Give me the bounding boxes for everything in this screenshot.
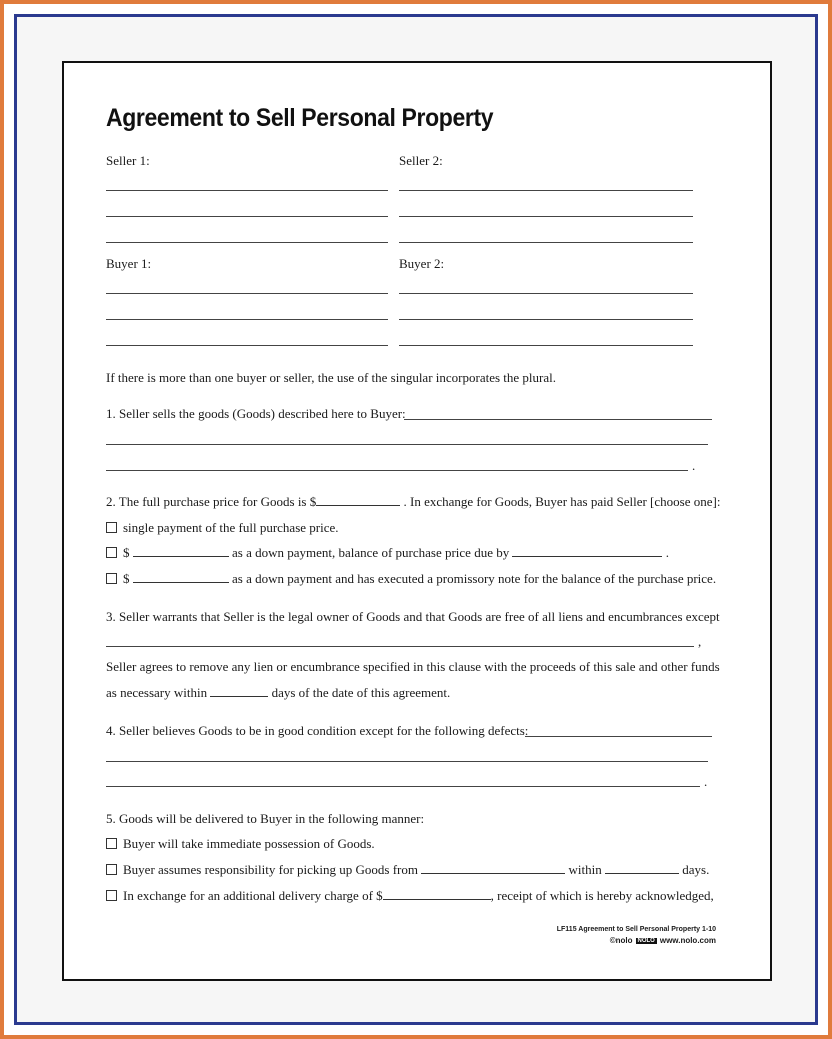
seller2-line-1[interactable] (399, 190, 693, 191)
buyer1-line-1[interactable] (106, 293, 388, 294)
clause4-line-2[interactable] (106, 761, 708, 762)
nolo-logo: NOLO (637, 938, 655, 944)
copyright: ©nolo (609, 936, 633, 945)
seller2-label: Seller 2: (399, 153, 443, 168)
clause3-text3-b: days of the date of this agreement. (271, 685, 451, 700)
form-id: LF115 Agreement to Sell Personal Property 1-10 (556, 926, 716, 933)
clause3-text2: Seller agrees to remove any lien or encumbrance specified in this clause with the proceeds of this sale and other funds (106, 659, 720, 674)
days-blank[interactable] (210, 685, 268, 697)
down-payment-blank-1[interactable] (133, 545, 229, 557)
clause2-option2-prefix: $ (123, 545, 130, 560)
clause2-option2 (106, 545, 669, 561)
clause2-text-b: . In exchange for Goods, Buyer has paid Seller [choose one]: (403, 494, 721, 509)
seller1-line-3[interactable] (106, 242, 388, 243)
down-payment-blank-2[interactable] (133, 571, 229, 583)
clause5-option2-a: Buyer assumes responsibility for picking up Goods from (123, 862, 418, 877)
clause2-option3-checkbox[interactable] (106, 573, 117, 584)
clause5-option2-checkbox[interactable] (106, 864, 117, 875)
pickup-location-blank[interactable] (421, 862, 565, 874)
clause5-option3-a: In exchange for an additional delivery charge of $ (123, 888, 383, 903)
clause2-line (106, 494, 720, 510)
seller1-line-2[interactable] (106, 216, 388, 217)
delivery-charge-blank[interactable] (383, 888, 491, 900)
clause3-text: 3. Seller warrants that Seller is the legal owner of Goods and that Goods are free of all liens and encumbrances except (106, 609, 720, 624)
buyer2-line-2[interactable] (399, 319, 693, 320)
clause5-option1 (106, 836, 375, 852)
seller1-line-1[interactable] (106, 190, 388, 191)
seller1-label: Seller 1: (106, 153, 150, 168)
clause2-option3-mid: as a down payment and has executed a promissory note for the balance of the purchase price. (232, 571, 717, 586)
clause4-line-1[interactable] (525, 736, 712, 737)
purchase-price-blank[interactable] (316, 494, 400, 506)
page-title: Agreement to Sell Personal Property (106, 104, 494, 132)
buyer1-label: Buyer 1: (106, 256, 152, 271)
clause2-option2-checkbox[interactable] (106, 547, 117, 558)
clause1-period: . (692, 458, 696, 473)
pickup-days-blank[interactable] (605, 862, 679, 874)
footer-brand (520, 936, 716, 945)
clause5-option2 (106, 862, 709, 878)
buyer1-line-2[interactable] (106, 319, 388, 320)
clause3-line3 (106, 685, 450, 701)
clause1-line-3[interactable] (106, 470, 688, 471)
clause1-text: 1. Seller sells the goods (Goods) described here to Buyer: (106, 406, 406, 421)
clause3-text3-a: as necessary within (106, 685, 208, 700)
clause5-option3-checkbox[interactable] (106, 890, 117, 901)
clause2-option2-mid: as a down payment, balance of purchase price due by (232, 545, 510, 560)
clause5-option2-c: days. (682, 862, 710, 877)
clause2-option1 (106, 520, 339, 536)
clause2-option2-period: . (665, 545, 669, 560)
seller2-line-3[interactable] (399, 242, 693, 243)
buyer2-line-1[interactable] (399, 293, 693, 294)
clause2-option3 (106, 571, 716, 587)
clause4-line-3[interactable] (106, 786, 700, 787)
buyer2-label: Buyer 2: (399, 256, 445, 271)
clause5-option2-b: within (568, 862, 602, 877)
clause3-comma: , (698, 634, 702, 649)
clause1-line-1[interactable] (404, 419, 712, 420)
clause4-text: 4. Seller believes Goods to be in good condition except for the following defects: (106, 723, 529, 738)
clause5-option1-checkbox[interactable] (106, 838, 117, 849)
clause1-line-2[interactable] (106, 444, 708, 445)
seller2-line-2[interactable] (399, 216, 693, 217)
clause2-option1-checkbox[interactable] (106, 522, 117, 533)
clause5-option1-label: Buyer will take immediate possession of Goods. (123, 836, 375, 851)
website: www.nolo.com (659, 936, 716, 945)
clause2-option3-prefix: $ (123, 571, 130, 586)
clause2-option1-label: single payment of the full purchase price. (123, 520, 339, 535)
buyer1-line-3[interactable] (106, 345, 388, 346)
clause5-option3-b: , receipt of which is hereby acknowledged, (490, 888, 714, 903)
balance-due-date-blank[interactable] (512, 545, 662, 557)
clause2-text-a: 2. The full purchase price for Goods is $ (106, 494, 317, 509)
clause4-period: . (704, 774, 708, 789)
clause5-option3 (106, 888, 714, 904)
clause5-text: 5. Goods will be delivered to Buyer in the following manner: (106, 811, 425, 826)
buyer2-line-3[interactable] (399, 345, 693, 346)
plural-note: If there is more than one buyer or seller, the use of the singular incorporates the plural. (106, 370, 556, 385)
clause3-exceptions-line[interactable] (106, 646, 694, 647)
